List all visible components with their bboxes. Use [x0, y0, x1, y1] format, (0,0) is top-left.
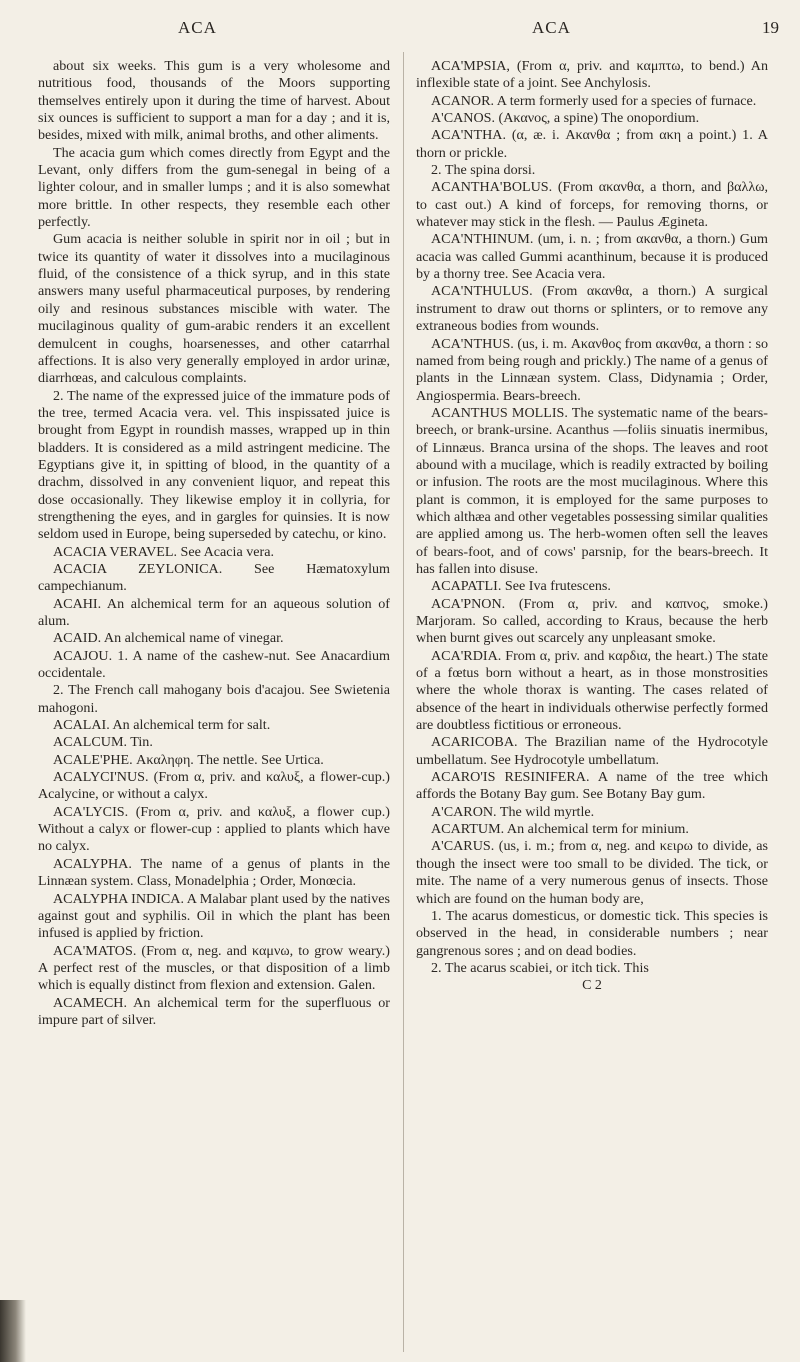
signature-mark: C 2 — [582, 978, 602, 994]
paragraph: 2. The name of the expressed juice of the immature pods of the tree, termed Acacia vera. vel. This inspissated juice is brought from Egypt in roundish masses, wrapped up in thin bladders. It is considered as a mild astringent medicine. The Egyptians give it, in spitting of blood, in the quantity of a drachm, dissolved in any convenient liquor, and repeat this dose occasionally. They likewise employ it in collyria, for strengthening the eyes, and in gargles for quinsies. It is now seldom used in Europe, being superseded by catechu, or kino. — [38, 387, 390, 543]
entry: ACARO'IS RESINIFERA. A name of the tree which affords the Botany Bay gum. See Botany Bay gum. — [416, 769, 768, 803]
column-divider — [403, 52, 404, 1352]
entry: ACA'LYCIS. (From α, priv. and καλυξ, a flower cup.) Without a calyx or flower-cup : applied to plants which have no calyx. — [38, 803, 390, 855]
entry: ACAPATLI. See Iva frutescens. — [431, 578, 611, 595]
right-column — [416, 58, 768, 995]
entry: ACA'NTHINUM. (um, i. n. ; from ακανθα, a thorn.) Gum acacia was called Gummi acanthinum, because it is produced by a thorny tree. See Acacia vera. — [416, 231, 768, 283]
entry: 2. The acarus scabiei, or itch tick. This — [431, 959, 649, 976]
entry: A'CARON. The wild myrtle. — [431, 803, 595, 820]
entry: ACALE'PHE. Ακαληφη. The nettle. See Urtica. — [53, 751, 324, 768]
entry: ACA'NTHUS. (us, i. m. Ακανθος from ακανθα, a thorn : so named from being rough and prickly.) The name of a genus of plants in the Linnæan system. Class, Didynamia ; Order, Angiospermia. Bears-breech. — [416, 335, 768, 404]
entry: 2. The French call mahogany bois d'acajou. See Swietenia mahogoni. — [38, 682, 390, 716]
left-column — [38, 58, 390, 1029]
entry: ACALCUM. Tin. — [53, 734, 153, 751]
entry: ACA'NTHULUS. (From ακανθα, a thorn.) A surgical instrument to draw out thorns or splinters, or to remove any extraneous bodies from wounds. — [416, 283, 768, 335]
entry: 2. The spina dorsi. — [431, 162, 536, 179]
entry: ACACIA VERAVEL. See Acacia vera. — [53, 543, 275, 560]
page-edge-shadow — [0, 1300, 26, 1362]
running-head-left: ACA — [178, 18, 217, 37]
entry: ACANOR. A term formerly used for a species of furnace. — [431, 92, 757, 109]
entry: ACA'MPSIA, (From α, priv. and καμπτω, to bend.) An inflexible state of a joint. See Anchylosis. — [416, 58, 768, 92]
paragraph: The acacia gum which comes directly from Egypt and the Levant, only differs from the gum-senegal in being of a lighter colour, and in smaller lumps ; and it is also somewhat more brittle. In other respects, they resemble each other perfectly. — [38, 144, 390, 231]
entry: ACAID. An alchemical name of vinegar. — [53, 630, 284, 647]
entry: ACA'RDIA. From α, priv. and καρδια, the heart.) The state of a fœtus born without a heart, as in those monstrosities where the whole thorax is wanting. The cases related of absence of the heart in individuals otherwise perfectly formed are doubtless fictitious or erroneous. — [416, 647, 768, 734]
entry: 1. The acarus domesticus, or domestic tick. This species is observed in the head, in considerable numbers ; near gangrenous sores ; and on dead bodies. — [416, 907, 768, 959]
entry: A'CANOS. (Ακανος, a spine) The onopordium. — [431, 110, 700, 127]
entry: ACALAI. An alchemical term for salt. — [53, 717, 271, 734]
page-number: 19 — [762, 18, 779, 37]
entry: ACA'MATOS. (From α, neg. and καμνω, to grow weary.) A perfect rest of the muscles, or that disposition of a limb which is equally distinct from flexion and extension. Galen. — [38, 942, 390, 994]
entry: ACACIA ZEYLONICA. See Hæmatoxylum campechianum. — [38, 560, 390, 595]
entry: ACAHI. An alchemical term for an aqueous solution of alum. — [38, 595, 390, 629]
entry: ACAMECH. An alchemical term for the superfluous or impure part of silver. — [38, 994, 390, 1028]
paragraph: Gum acacia is neither soluble in spirit nor in oil ; but in twice its quantity of water it dissolves into a mucilaginous fluid, of the consistence of a thick syrup, and in this state answers many useful pharmaceutical purposes, by rendering oily and resinous substances miscible with water. The mucilaginous quality of gum-arabic renders it an excellent demulcent in coughs, hoarsenesses, and other catarrhal affections. It is also very generally employed in ardor urinæ, diarrhœas, and calculous complaints. — [38, 231, 390, 387]
entry: ACA'NTHA. (α, æ. i. Ακανθα ; from ακη a point.) 1. A thorn or prickle. — [416, 127, 768, 161]
entry: ACANTHA'BOLUS. (From ακανθα, a thorn, and βαλλω, to cast out.) A kind of forceps, for removing thorns, or whatever may stick in the flesh. — Paulus Ægineta. — [416, 179, 768, 231]
entry: ACA'PNON. (From α, priv. and καπνος, smoke.) Marjoram. So called, according to Kraus, because the herb when burnt gives out scarcely any unpleasant smoke. — [416, 595, 768, 647]
entry: ACALYCI'NUS. (From α, priv. and καλυξ, a flower-cup.) Acalycine, or without a calyx. — [38, 769, 390, 803]
entry: ACARICOBA. The Brazilian name of the Hydrocotyle umbellatum. See Hydrocotyle umbellatum. — [416, 734, 768, 768]
running-head-right: ACA — [532, 18, 571, 37]
entry: ACALYPHA. The name of a genus of plants in the Linnæan system. Class, Monadelphia ; Order, Monœcia. — [38, 855, 390, 890]
entry: ACANTHUS MOLLIS. The systematic name of the bears-breech, or brank-ursine. Acanthus —foliis sinuatis inermibus, of Linnæus. Branca ursina of the shops. The leaves and root abound with a mucilage, which is readily extracted by boiling or infusion. The roots are the most mucilaginous. Where this plant is common, it is employed for the same purposes to which althæa and other vegetables possessing similar qualities are applied among us. The herb-women often sell the leaves of bears-foot, and of cows' parsnip, for the bears-breech. It has fallen into disuse. — [416, 404, 768, 577]
entry: ACAJOU. 1. A name of the cashew-nut. See Anacardium occidentale. — [38, 647, 390, 682]
paragraph: about six weeks. This gum is a very wholesome and nutritious food, thousands of the Moors supporting themselves entirely upon it during the time of harvest. About six ounces is sufficient to support a man for a day ; and it is, besides, mixed with milk, animal broths, and other aliments. — [38, 58, 390, 144]
entry: A'CARUS. (us, i. m.; from α, neg. and κειρω to divide, as though the insect were too small to be divided. The tick, or mite. The name of a very numerous genus of insects. Those which are found on the human body are, — [416, 838, 768, 907]
entry: ACARTUM. An alchemical term for minium. — [431, 821, 689, 838]
entry: ACALYPHA INDICA. A Malabar plant used by the natives against gout and syphilis. Oil in which the plant has been infused is applied by friction. — [38, 890, 390, 942]
